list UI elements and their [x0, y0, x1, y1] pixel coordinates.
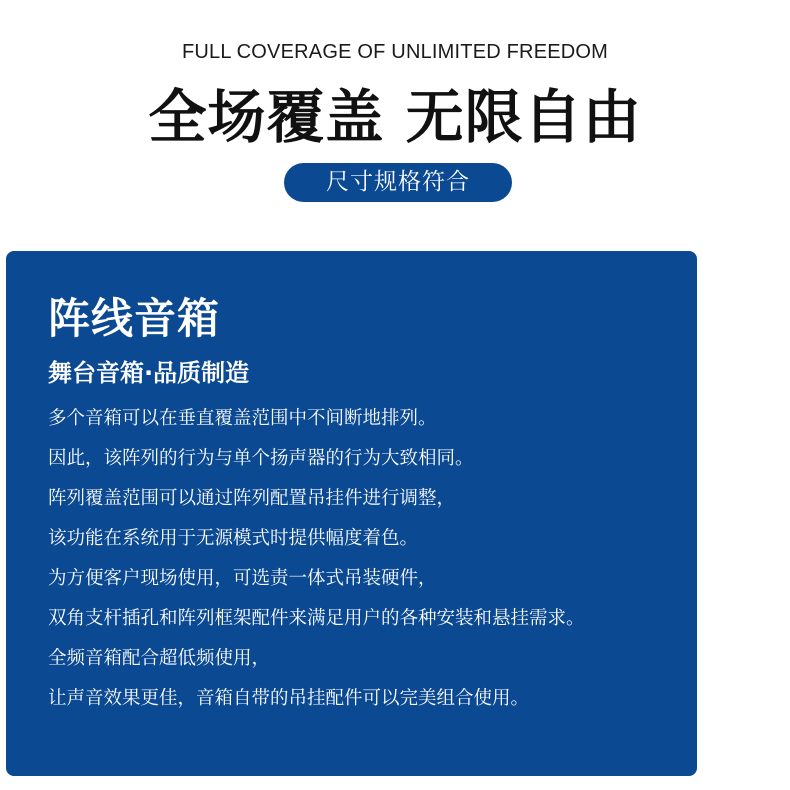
- card-subtitle: 舞台音箱·品质制造: [48, 359, 250, 387]
- description-line: 阵列覆盖范围可以通过阵列配置吊挂件进行调整，: [48, 488, 456, 509]
- eyebrow-text: FULL COVERAGE OF UNLIMITED FREEDOM: [181, 41, 609, 63]
- card-title: 阵线音箱: [48, 294, 221, 343]
- description-list: [48, 404, 678, 724]
- product-info-card: [6, 251, 697, 776]
- spec-badge: 尺寸规格符合: [284, 163, 512, 202]
- description-line: 为方便客户现场使用，可选责一体式吊装硬件，: [48, 568, 437, 589]
- description-line: 让声音效果更佳，音箱自带的吊挂配件可以完美组合使用。: [48, 688, 530, 709]
- headline: 全场覆盖 无限自由: [148, 83, 642, 151]
- description-line: 多个音箱可以在垂直覆盖范围中不间断地排列。: [48, 408, 437, 429]
- description-line: 双角支杆插孔和阵列框架配件来满足用户的各种安装和悬挂需求。: [48, 608, 585, 629]
- description-line: 该功能在系统用于无源模式时提供幅度着色。: [48, 528, 419, 549]
- description-line: 因此，该阵列的行为与单个扬声器的行为大致相同。: [48, 448, 474, 469]
- description-line: 全频音箱配合超低频使用，: [48, 648, 271, 669]
